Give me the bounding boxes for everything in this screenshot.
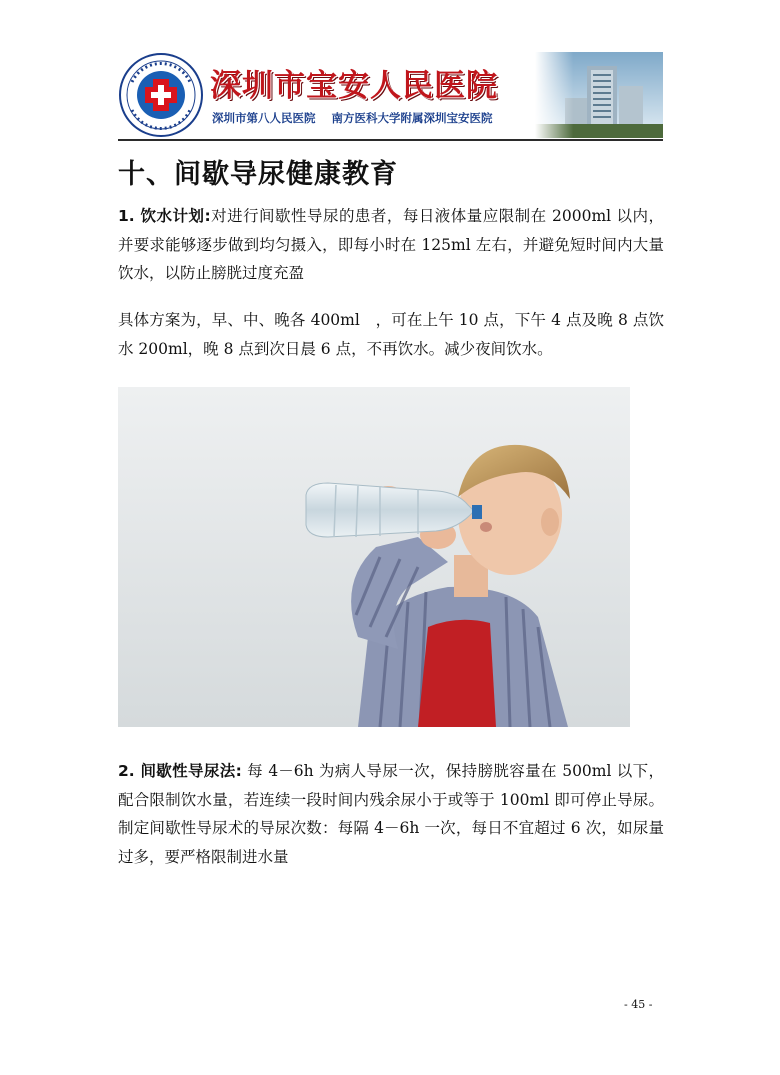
hospital-logo-icon: [118, 52, 204, 138]
hospital-subtitle: [212, 110, 505, 126]
hospital-alt-name: 深圳市第八人民医院: [212, 111, 316, 125]
paragraph-schedule: [118, 306, 664, 363]
page-number: - 45 -: [624, 998, 653, 1011]
hospital-building-icon: [535, 52, 663, 138]
paragraph-lead: 1. 饮水计划:: [118, 207, 211, 225]
paragraph-water-plan: [118, 202, 664, 288]
boy-drinking-photo-icon: [118, 387, 630, 727]
hospital-affiliation: 南方医科大学附属深圳宝安医院: [331, 111, 493, 125]
hospital-header: [118, 52, 663, 138]
section-title: 十、间歇导尿健康教育: [118, 159, 398, 190]
paragraph-text: 具体方案为，早、中、晚各 400ml ，可在上午 10 点，下午 4 点及晚 8 点饮水 200ml，晚 8 点到次日晨 6 点，不再饮水。减少夜间饮水。: [118, 311, 664, 358]
paragraph-text: 对进行间歇性导尿的患者，每日液体量应限制在 2000ml 以内，并要求能够逐步做到均匀摄入，即每小时在 125ml 左右，并避免短时间内大量饮水，以防止膀胱过度充盈: [118, 207, 664, 282]
paragraph-lead: 2. 间歇性导尿法:: [118, 762, 242, 780]
paragraph-text: 每 4－6h 为病人导尿一次，保持膀胱容量在 500ml 以下，配合限制饮水量，若连续一段时间内残余尿小于或等于 100ml 即可停止导尿。制定间歇性导尿术的导尿次数：每隔 4－6h 一次，每日不宜超过 6 次，如尿量过多，要严格限制进水量: [118, 762, 664, 866]
header-divider: [118, 139, 663, 141]
paragraph-catheterization: [118, 757, 664, 871]
hospital-name: 深圳市宝安人民医院: [210, 68, 498, 104]
